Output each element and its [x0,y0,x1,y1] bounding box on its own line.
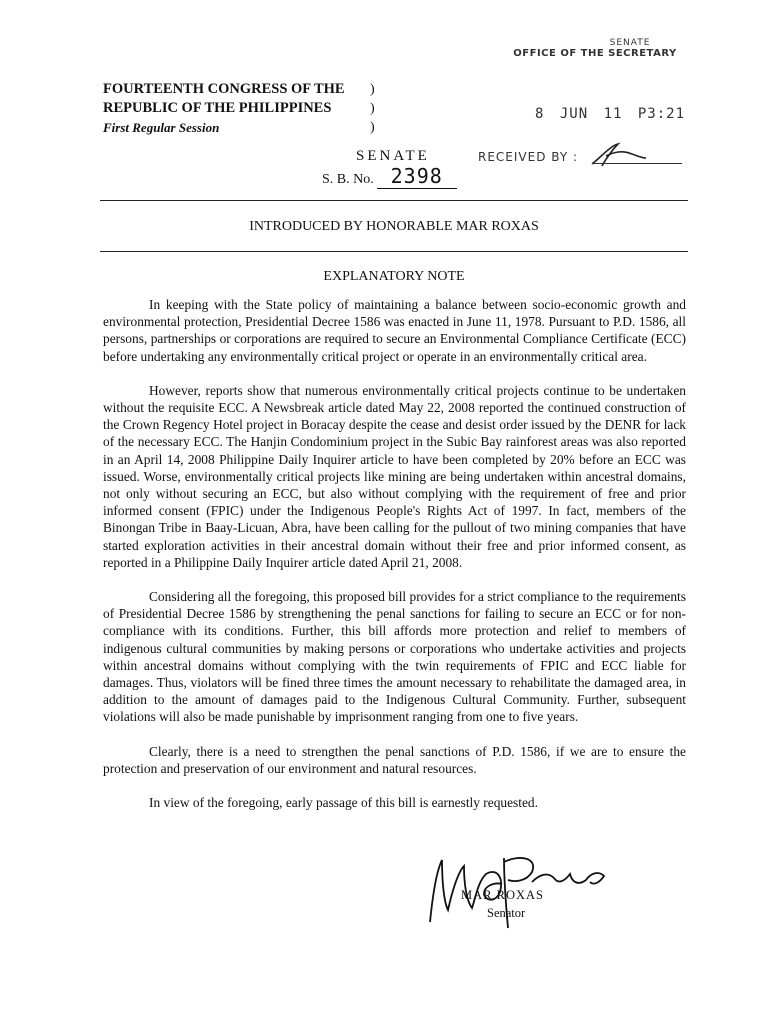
introduced-by: INTRODUCED BY HONORABLE MAR ROXAS [249,219,539,234]
senate-label: SENATE [356,148,430,164]
received-by-label: RECEIVED BY : [478,150,579,164]
note-body [103,296,686,828]
paragraph-5: In view of the foregoing, early passage of this bill is earnestly requested. [149,795,538,811]
explanatory-note-title: EXPLANATORY NOTE [323,269,465,284]
congress-header [103,80,345,137]
divider-bottom [100,251,688,252]
stamp-senate: SENATE [609,38,651,48]
signatory-title: Senator [487,906,526,920]
paragraph-1: In keeping with the State policy of maintaining a balance between socio-economic growth and environmental protection, Presidential Decree 1586 was enacted in June 11, 1978. Pursuant to P.D. 1586, all persons, partnerships or corporations are required to secure an Environmental Compliance Certificate (ECC) before undertaking any environmentally critical project or operate in an environmentally critical area. [103,297,686,364]
congress-line-1: FOURTEENTH CONGRESS OF THE [103,81,345,97]
senate-secretary-stamp [500,38,690,59]
paragraph-4: Clearly, there is a need to strengthen the penal sanctions of P.D. 1586, if we are to ensure the protection and preservation of our environment and natural resources. [103,743,686,776]
congress-line-2: REPUBLIC OF THE PHILIPPINES [103,100,332,116]
paren-3: ) [370,120,375,135]
sb-label: S. B. No. [322,172,374,187]
signatory-name: MAR ROXAS [461,888,544,902]
stamp-office: OFFICE OF THE SECRETARY [513,48,677,59]
session-label: First Regular Session [103,120,220,135]
received-underline [592,163,682,164]
date-time-stamp: 8 JUN 11 P3:21 [535,106,686,122]
paren-1: ) [370,82,375,97]
paren-2: ) [370,101,375,116]
paragraph-2: However, reports show that numerous environmentally critical projects continue to be undertaken without the requisite ECC. A Newsbreak article dated May 22, 2008 reported the continued construction of the Crown Regency Hotel project in Boracay despite the cease and desist order issued by the DENR for lack of the necessary ECC. The Hanjin Condominium project in the Subic Bay rainforest areas was also reported in an April 14, 2008 Philippine Daily Inquirer article to have been completed by 20% before an ECC was issued. Worse, environmentally critical projects like mining are being undertaken within ancestral domains, not only without securing an ECC, but also without complying with the requirement of free and prior informed consent (FPIC) under the Indigenous People's Rights Act of 1997. In fact, members of the Binongan Tribe in Baay-Licuan, Abra, have been calling for the pullout of two mining companies that have started exploration activities in their ancestral domain without their free and prior informed consent, as reported in a Philippine Daily Inquirer article dated April 21, 2008. [103,382,686,570]
divider-top [100,200,688,201]
sb-number: 2398 [377,164,457,189]
paragraph-3: Considering all the foregoing, this proposed bill provides for a strict compliance to the requirements of Presidential Decree 1586 by strengthening the penal sanctions for failing to secure an ECC or for non-compliance with its conditions. Further, this bill affords more protection and relief to members of indigenous cultural communities by making persons or corporations who undertake activities and projects within ancestral domains without complying with the twin requirements of FPIC and ECC liable for damages. Thus, violators will be fined three times the amount necessary to rehabilitate the damaged area, in addition to the amount of damages paid to the Indigenous Cultural Community. Further, subsequent violations will also be made punishable by imprisonment ranging from one to five years. [103,589,686,725]
bill-number-line [322,164,457,189]
header-parens [370,80,375,137]
